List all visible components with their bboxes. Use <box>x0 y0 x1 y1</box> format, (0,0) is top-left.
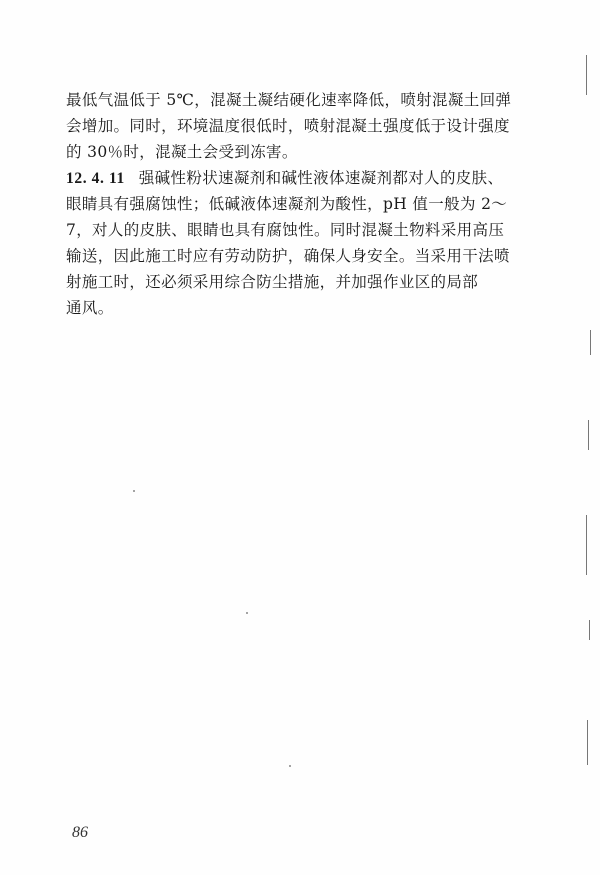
clause-first-line <box>66 168 503 189</box>
scan-edge-mark <box>589 620 590 640</box>
clause-text: 强碱性粉状速凝剂和碱性液体速凝剂都对人的皮肤、 <box>138 169 504 187</box>
scan-speck <box>289 765 291 767</box>
scan-edge-mark <box>588 420 589 450</box>
clause-line: 眼睛具有强腐蚀性；低碱液体速凝剂为酸性，pH 值一般为 2～ <box>66 195 508 213</box>
scan-speck <box>133 490 135 492</box>
clause-line: 射施工时，还必须采用综合防尘措施，并加强作业区的局部 <box>66 273 479 291</box>
page-number: 86 <box>72 824 88 841</box>
scan-edge-mark <box>586 55 587 95</box>
scan-speck <box>246 612 248 614</box>
scan-edge-mark <box>590 330 591 355</box>
clause-line: 通风。 <box>66 299 114 317</box>
scan-edge-mark <box>587 720 588 765</box>
paragraph-line: 会增加。同时，环境温度很低时，喷射混凝土强度低于设计强度 <box>66 117 510 135</box>
clause-number: 12. 4. 11 <box>66 170 125 187</box>
paragraph-line: 最低气温低于 5℃，混凝土凝结硬化速率降低，喷射混凝土回弹 <box>66 91 512 109</box>
paragraph-line: 的 30％时，混凝土会受到冻害。 <box>66 143 298 161</box>
clause-line: 7，对人的皮肤、眼睛也具有腐蚀性。同时混凝土物料采用高压 <box>66 221 505 239</box>
clause-line: 输送，因此施工时应有劳动防护，确保人身安全。当采用干法喷 <box>66 247 510 265</box>
scan-edge-mark <box>586 515 587 575</box>
